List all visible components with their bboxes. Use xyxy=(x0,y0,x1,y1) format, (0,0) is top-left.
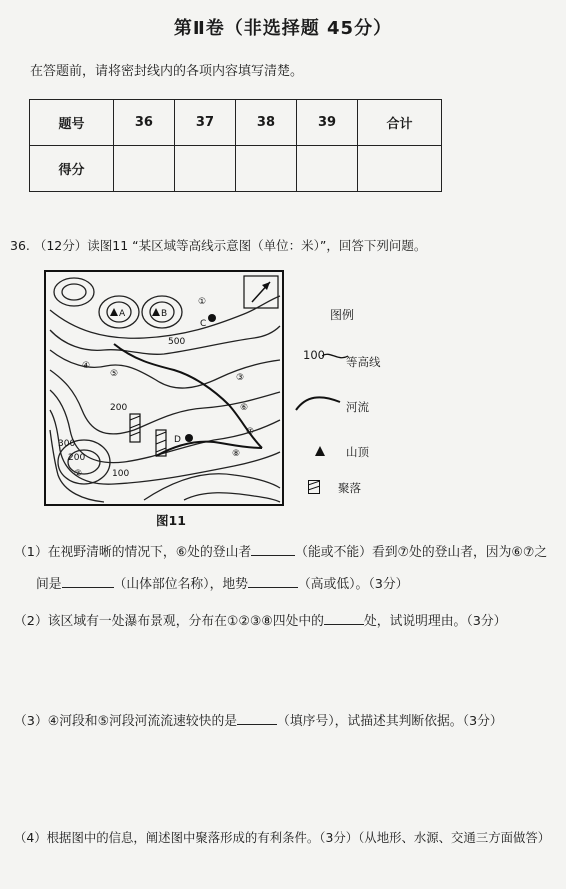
score-table xyxy=(29,99,442,192)
subquestion-3: （3）④河段和⑤河段河流流速较快的是 （填序号），试描述其判断依据。（3分） xyxy=(14,714,503,729)
legend-peak-icon xyxy=(315,446,325,456)
subquestion-1-line2: 间是 （山体部位名称），地势 （高或低）。（3分） xyxy=(36,577,409,592)
question-36-intro: 36. （12分）读图11 “某区域等高线示意图（单位：米）”，回答下列问题。 xyxy=(10,238,427,253)
score-input-36[interactable] xyxy=(113,146,174,192)
score-cell-q38: 38 xyxy=(235,100,296,146)
score-input-total[interactable] xyxy=(358,146,442,192)
answer-blank-3[interactable] xyxy=(237,712,277,725)
figure-caption: 图11 xyxy=(156,513,186,528)
score-table-score-row xyxy=(30,146,442,192)
legend-contour-icon xyxy=(322,350,348,362)
svg-text:100: 100 xyxy=(112,469,130,479)
score-cell-q37: 37 xyxy=(174,100,235,146)
subquestion-2: （2）该区域有一处瀑布景观，分布在①②③⑧四处中的 处，试说明理由。（3分） xyxy=(14,614,507,629)
answer-blank-2[interactable] xyxy=(324,612,364,625)
legend-river-label: 河流 xyxy=(346,400,369,414)
point-d xyxy=(185,434,193,442)
settlement-icons xyxy=(130,414,166,456)
legend-settlement-icon xyxy=(308,480,320,494)
legend-title: 图例 xyxy=(330,308,355,322)
instruction-text: 在答题前，请将密封线内的各项内容填写清楚。 xyxy=(30,64,304,79)
legend-settlement-label: 聚落 xyxy=(338,481,361,495)
subquestion-1-line1: （1）在视野清晰的情况下，⑥处的登山者 （能或不能）看到⑦处的登山者，因为⑥⑦之 xyxy=(14,545,548,560)
svg-text:⑤: ⑤ xyxy=(110,369,119,379)
score-cell-q36: 36 xyxy=(113,100,174,146)
score-row-label: 得分 xyxy=(30,146,114,192)
peak-a-icon xyxy=(110,308,118,316)
svg-text:A: A xyxy=(119,309,126,319)
peak-b-icon xyxy=(152,308,160,316)
svg-text:④: ④ xyxy=(82,361,91,371)
point-c xyxy=(208,314,216,322)
score-input-39[interactable] xyxy=(296,146,357,192)
svg-text:300: 300 xyxy=(58,439,76,449)
legend-contour-value: 100 xyxy=(303,348,325,362)
svg-text:D: D xyxy=(174,435,181,445)
svg-text:200: 200 xyxy=(68,453,86,463)
svg-text:B: B xyxy=(161,309,168,319)
svg-text:⑥: ⑥ xyxy=(240,403,249,413)
score-table-header-row xyxy=(30,100,442,146)
svg-text:C: C xyxy=(200,319,207,329)
svg-text:⑧: ⑧ xyxy=(232,449,241,459)
score-input-37[interactable] xyxy=(174,146,235,192)
answer-blank-1b[interactable] xyxy=(62,575,114,588)
answer-blank-1c[interactable] xyxy=(248,575,298,588)
svg-text:⑦: ⑦ xyxy=(246,427,255,437)
legend-river-icon xyxy=(294,392,342,414)
contour-map xyxy=(44,270,284,506)
answer-blank-1a[interactable] xyxy=(251,543,295,556)
score-input-38[interactable] xyxy=(235,146,296,192)
score-cell-label: 题号 xyxy=(30,100,114,146)
score-cell-total: 合计 xyxy=(358,100,442,146)
svg-text:①: ① xyxy=(198,297,207,307)
svg-text:②: ② xyxy=(74,469,83,479)
svg-text:200: 200 xyxy=(110,403,128,413)
legend-peak-label: 山顶 xyxy=(346,445,369,459)
score-cell-q39: 39 xyxy=(296,100,357,146)
svg-text:500: 500 xyxy=(168,337,186,347)
section-title: 第Ⅱ卷（非选择题 45分） xyxy=(173,18,393,39)
legend-contour-label: 等高线 xyxy=(346,355,381,369)
subquestion-4: （4）根据图中的信息，阐述图中聚落形成的有利条件。（3分）（从地形、水源、交通三方面做答） xyxy=(14,830,551,845)
svg-text:③: ③ xyxy=(236,373,245,383)
